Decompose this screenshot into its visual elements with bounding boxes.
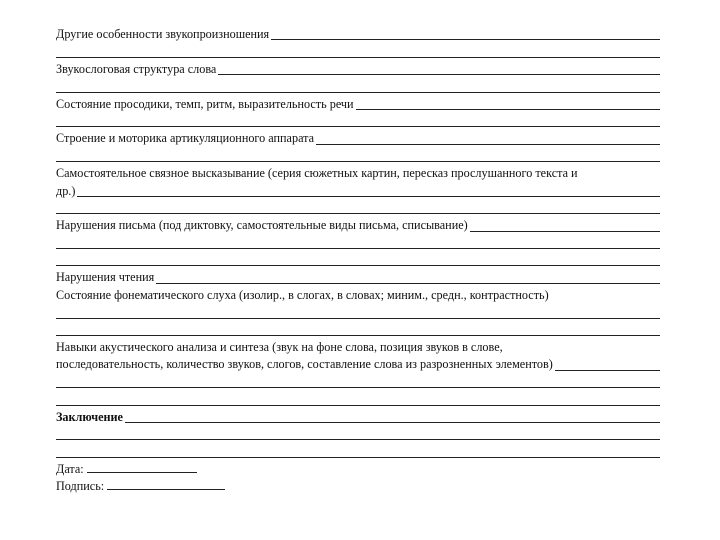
blank-line[interactable] xyxy=(56,148,660,165)
signature-field[interactable] xyxy=(56,478,660,495)
reading-label: Нарушения чтения xyxy=(56,270,155,285)
blank-line[interactable] xyxy=(56,322,660,339)
articulation-field[interactable] xyxy=(56,130,660,147)
blank-line[interactable] xyxy=(56,374,660,391)
other-features-field[interactable] xyxy=(56,26,660,43)
speech-assessment-form xyxy=(56,26,660,496)
blank-line[interactable] xyxy=(56,235,660,252)
prosody-field[interactable] xyxy=(56,96,660,113)
prosody-label: Состояние просодики, темп, ритм, выразительность речи xyxy=(56,96,354,111)
acoustic-field[interactable] xyxy=(56,356,660,373)
conclusion-label: Заключение xyxy=(56,409,123,424)
acoustic-label-row xyxy=(56,339,660,356)
blank-line[interactable] xyxy=(56,304,660,321)
signature-label: Подпись: xyxy=(56,479,105,494)
other-features-label: Другие особенности звукопроизношения xyxy=(56,27,270,41)
blank-line[interactable] xyxy=(56,443,660,460)
blank-line[interactable] xyxy=(56,78,660,95)
phonemic-hearing-label-row xyxy=(56,287,660,304)
articulation-label: Строение и моторика артикуляционного аппарата xyxy=(56,131,315,146)
reading-field[interactable] xyxy=(56,269,660,286)
syllable-structure-field[interactable] xyxy=(56,61,660,78)
date-label: Дата: xyxy=(56,461,84,476)
signature-blank[interactable] xyxy=(107,479,225,490)
coherent-speech-label-row xyxy=(56,165,660,182)
coherent-speech-label-cont: др.) xyxy=(56,183,76,198)
coherent-speech-field[interactable] xyxy=(56,183,660,200)
coherent-speech-label: Самостоятельное связное высказывание (серия сюжетных картин, пересказ прослушанного текста и xyxy=(56,166,578,181)
blank-line[interactable] xyxy=(56,391,660,408)
blank-line[interactable] xyxy=(56,43,660,60)
date-blank[interactable] xyxy=(87,462,197,473)
date-field[interactable] xyxy=(56,461,660,478)
writing-label: Нарушения письма (под диктовку, самостоятельные виды письма, списывание) xyxy=(56,218,468,233)
conclusion-field[interactable] xyxy=(56,409,660,426)
blank-line[interactable] xyxy=(56,252,660,269)
writing-field[interactable] xyxy=(56,217,660,234)
syllable-structure-label: Звукослоговая структура слова xyxy=(56,61,217,76)
phonemic-hearing-label: Состояние фонематического слуха (изолир., в слогах, в словах; миним., средн., контрастность) xyxy=(56,287,549,302)
blank-line[interactable] xyxy=(56,426,660,443)
acoustic-label-cont: последовательность, количество звуков, слогов, составление слова из разрозненных элементов) xyxy=(56,357,553,372)
acoustic-label: Навыки акустического анализа и синтеза (звук на фоне слова, позиция звуков в слове, xyxy=(56,340,503,355)
blank-line[interactable] xyxy=(56,200,660,217)
blank-line[interactable] xyxy=(56,113,660,130)
